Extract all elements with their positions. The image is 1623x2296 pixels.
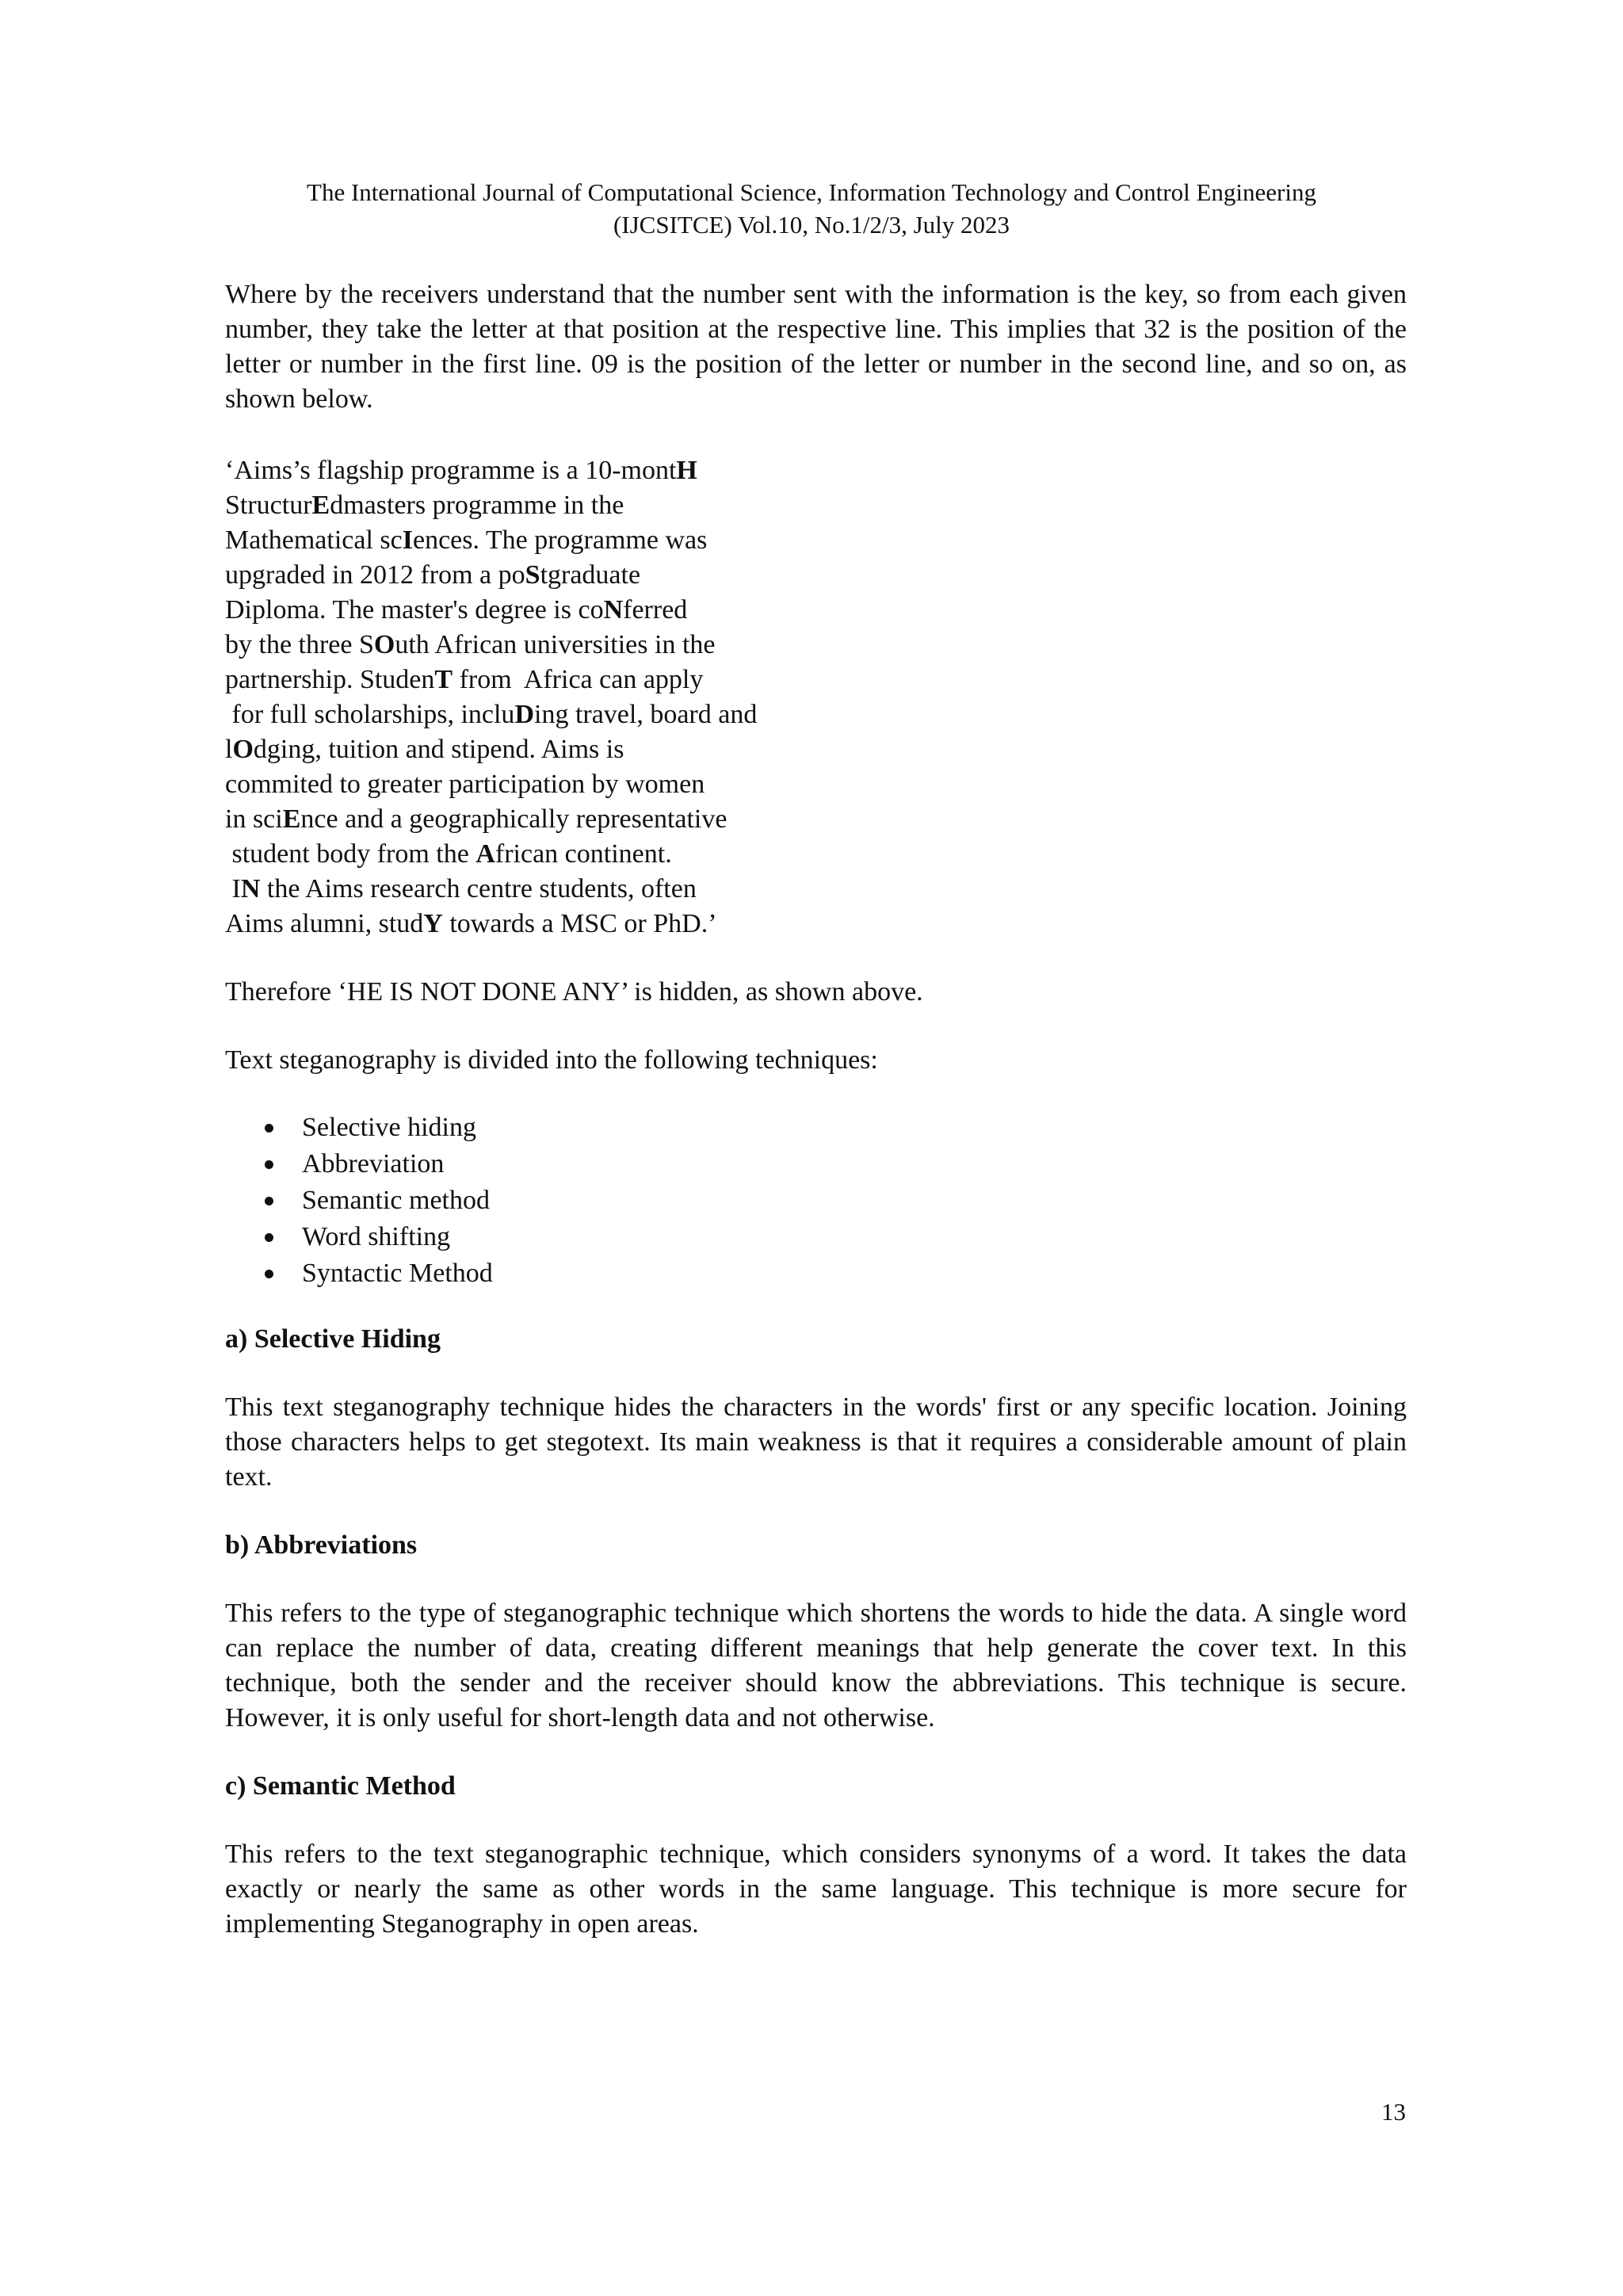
hidden-letter: S — [525, 560, 540, 590]
hidden-letter: N — [603, 595, 624, 625]
list-item: Semantic method — [302, 1182, 1407, 1219]
hidden-letter: I — [402, 525, 413, 555]
hidden-text-line: lOdging, tuition and stipend. Aims is — [225, 735, 624, 764]
spacer — [225, 1292, 1407, 1322]
hidden-message-text — [225, 453, 1407, 942]
section-heading: a) Selective Hiding — [225, 1324, 441, 1354]
spacer — [225, 1010, 1407, 1043]
hidden-letter: H — [676, 456, 697, 485]
hidden-text-line: student body from the African continent. — [225, 839, 672, 869]
hidden-text-line: by the three SOuth African universities in the — [225, 630, 716, 659]
list-item: Selective hiding — [302, 1110, 1407, 1146]
spacer — [225, 942, 1407, 975]
list-item: Word shifting — [302, 1219, 1407, 1255]
hidden-text-line: upgraded in 2012 from a poStgraduate — [225, 560, 641, 590]
hidden-letter: Y — [423, 909, 443, 938]
section-heading: b) Abbreviations — [225, 1530, 418, 1560]
journal-volume: (IJCSITCE) Vol.10, No.1/2/3, July 2023 — [613, 211, 1010, 239]
hidden-letter: N — [240, 874, 261, 904]
hidden-letter: O — [373, 630, 395, 659]
hidden-text-line: StructurEdmasters programme in the — [225, 491, 624, 520]
techniques-list — [225, 1110, 1407, 1292]
hidden-letter: E — [311, 491, 330, 520]
techniques-intro: Text steganography is divided into the following techniques: — [225, 1045, 878, 1075]
spacer — [225, 1078, 1407, 1110]
hidden-text-line: for full scholarships, incluDing travel, board and — [225, 700, 758, 729]
hidden-text-line: partnership. StudenT from Africa can apply — [225, 665, 704, 694]
journal-title: The International Journal of Computational Science, Information Technology and Control Engineering — [307, 178, 1316, 206]
page-body — [225, 277, 1407, 1942]
hidden-letter: E — [282, 804, 301, 834]
spacer — [225, 1736, 1407, 1769]
spacer — [225, 1495, 1407, 1528]
hidden-letter: T — [434, 665, 453, 694]
hidden-letter: O — [232, 735, 254, 764]
section-body: This refers to the text steganographic technique, which considers synonyms of a word. It takes the data exactly or nearly the same as other words in the same language. This technique is more secure for implementing Steganography in open areas. — [225, 1839, 1407, 1939]
section-body: This refers to the type of steganographic technique which shortens the words to hide the data. A single word can replace the number of data, creating different meanings that help generate the cover text. In this technique, both the sender and the receiver should know the abbreviations. This technique is secure. However, it is only useful for short-length data and not otherwise. — [225, 1599, 1407, 1733]
spacer — [225, 1563, 1407, 1596]
list-item: Abbreviation — [302, 1146, 1407, 1182]
spacer — [225, 1804, 1407, 1837]
section-heading: c) Semantic Method — [225, 1771, 456, 1801]
spacer — [225, 1357, 1407, 1390]
hidden-letter: A — [475, 839, 495, 869]
list-item: Syntactic Method — [302, 1255, 1407, 1292]
therefore-statement: Therefore ‘HE IS NOT DONE ANY’ is hidden, as shown above. — [225, 977, 923, 1007]
spacer — [225, 417, 1407, 453]
hidden-text-line: Mathematical scIences. The programme was — [225, 525, 708, 555]
hidden-text-line: commited to greater participation by women — [225, 770, 705, 799]
hidden-text-line: in sciEnce and a geographically representative — [225, 804, 727, 834]
running-header — [0, 176, 1623, 241]
section-body: This text steganography technique hides the characters in the words' first or any specific location. Joining those characters helps to get stegotext. Its main weakness is that it requires a considerable amount of plain text. — [225, 1392, 1407, 1492]
hidden-text-line: ‘Aims’s flagship programme is a 10-montH — [225, 456, 697, 485]
hidden-text-line: Aims alumni, studY towards a MSC or PhD.’ — [225, 909, 717, 938]
hidden-letter: D — [514, 700, 534, 729]
hidden-text-line: IN the Aims research centre students, often — [225, 874, 697, 904]
hidden-text-line: Diploma. The master's degree is coNferred — [225, 595, 688, 625]
page-number: 13 — [1381, 2098, 1406, 2126]
intro-paragraph: Where by the receivers understand that the number sent with the information is the key, so from each given number, they take the letter at that position at the respective line. This implies that 32 is the position of the letter or number in the first line. 09 is the position of the letter or number in the second line, and so on, as shown below. — [225, 280, 1407, 414]
